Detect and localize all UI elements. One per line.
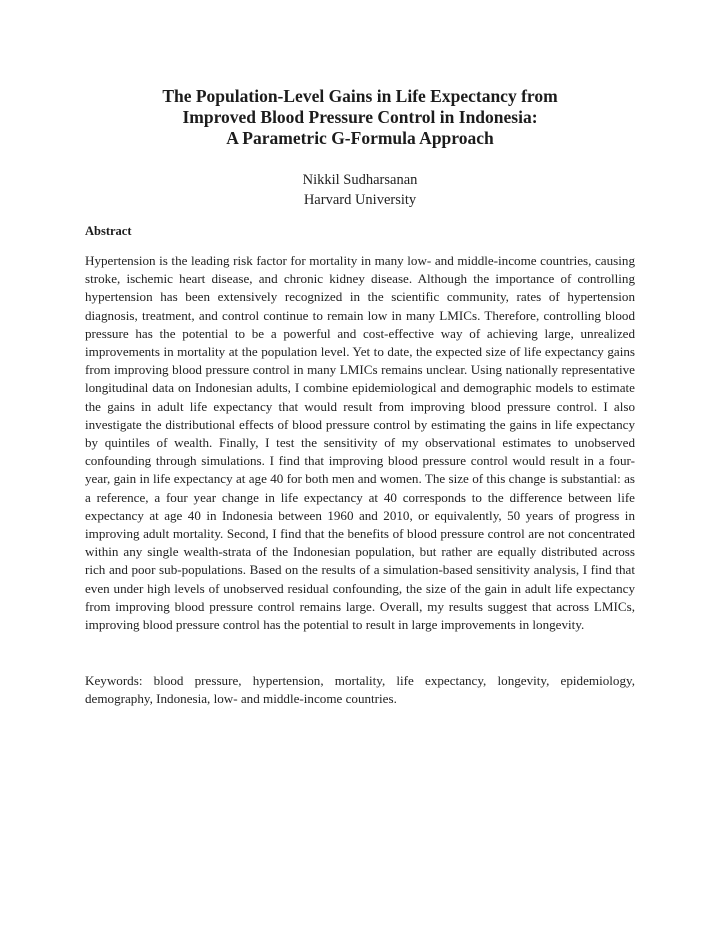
abstract-heading: Abstract (85, 224, 132, 238)
title-line-3: A Parametric G-Formula Approach (226, 128, 494, 148)
author-affiliation: Harvard University (303, 192, 417, 208)
abstract-text: Hypertension is the leading risk factor for mortality in many low- and middle-income countries, causing stroke, ischemic heart disease, and chronic kidney disease. Although the importance of controlling hypertension has been extensively recognized in the scientific community, rates of hypertension diagnosis, treatment, and control continue to remain low in many LMICs. Therefore, controlling blood pressure has the potential to be a powerful and cost-effective way of achieving large, unrealized improvements in mortality at the population level. Yet to date, the expected size of life expectancy gains from improving blood pressure control in many LMICs remains unclear. Using nationally representative longitudinal data on Indonesian adults, I combine epidemiological and demographic models to estimate the gains in adult life expectancy that would result from improving blood pressure control. I also investigate the distributional effects of blood pressure control by estimating the gains in life expectancy by quintiles of wealth. Finally, I test the sensitivity of my observational estimates to unobserved confounding through simulations. I find that improving blood pressure control would result in a four-year, gain in life expectancy at age 40 for both men and women. The size of this change is substantial: as a reference, a four year change in life expectancy at 40 corresponds to the difference between life expectancy at age 40 in Indonesia between 1960 and 2010, or equivalently, 50 years of progress in improving adult mortality. Second, I find that the benefits of blood pressure control are not concentrated within any single wealth-strata of the Indonesian population, but rather are equally distributed across rich and poor sub-populations. Based on the results of a simulation-based sensitivity analysis, I find that even under high levels of unobserved residual confounding, the size of the gain in adult life expectancy from improving blood pressure control remains large. Overall, my results suggest that across LMICs, improving blood pressure control has the potential to result in large improvements in longevity. (85, 253, 635, 633)
keywords-text: Keywords: blood pressure, hypertension, mortality, life expectancy, longevity, epidemiology, demography, Indonesia, low- and middle-income countries. (85, 673, 635, 707)
paper-title (60, 86, 660, 149)
title-line-2: Improved Blood Pressure Control in Indonesia: (182, 107, 538, 127)
author-block (60, 170, 660, 210)
author-name: Nikkil Sudharsanan (302, 172, 418, 188)
title-line-1: The Population-Level Gains in Life Expectancy from (162, 86, 558, 106)
